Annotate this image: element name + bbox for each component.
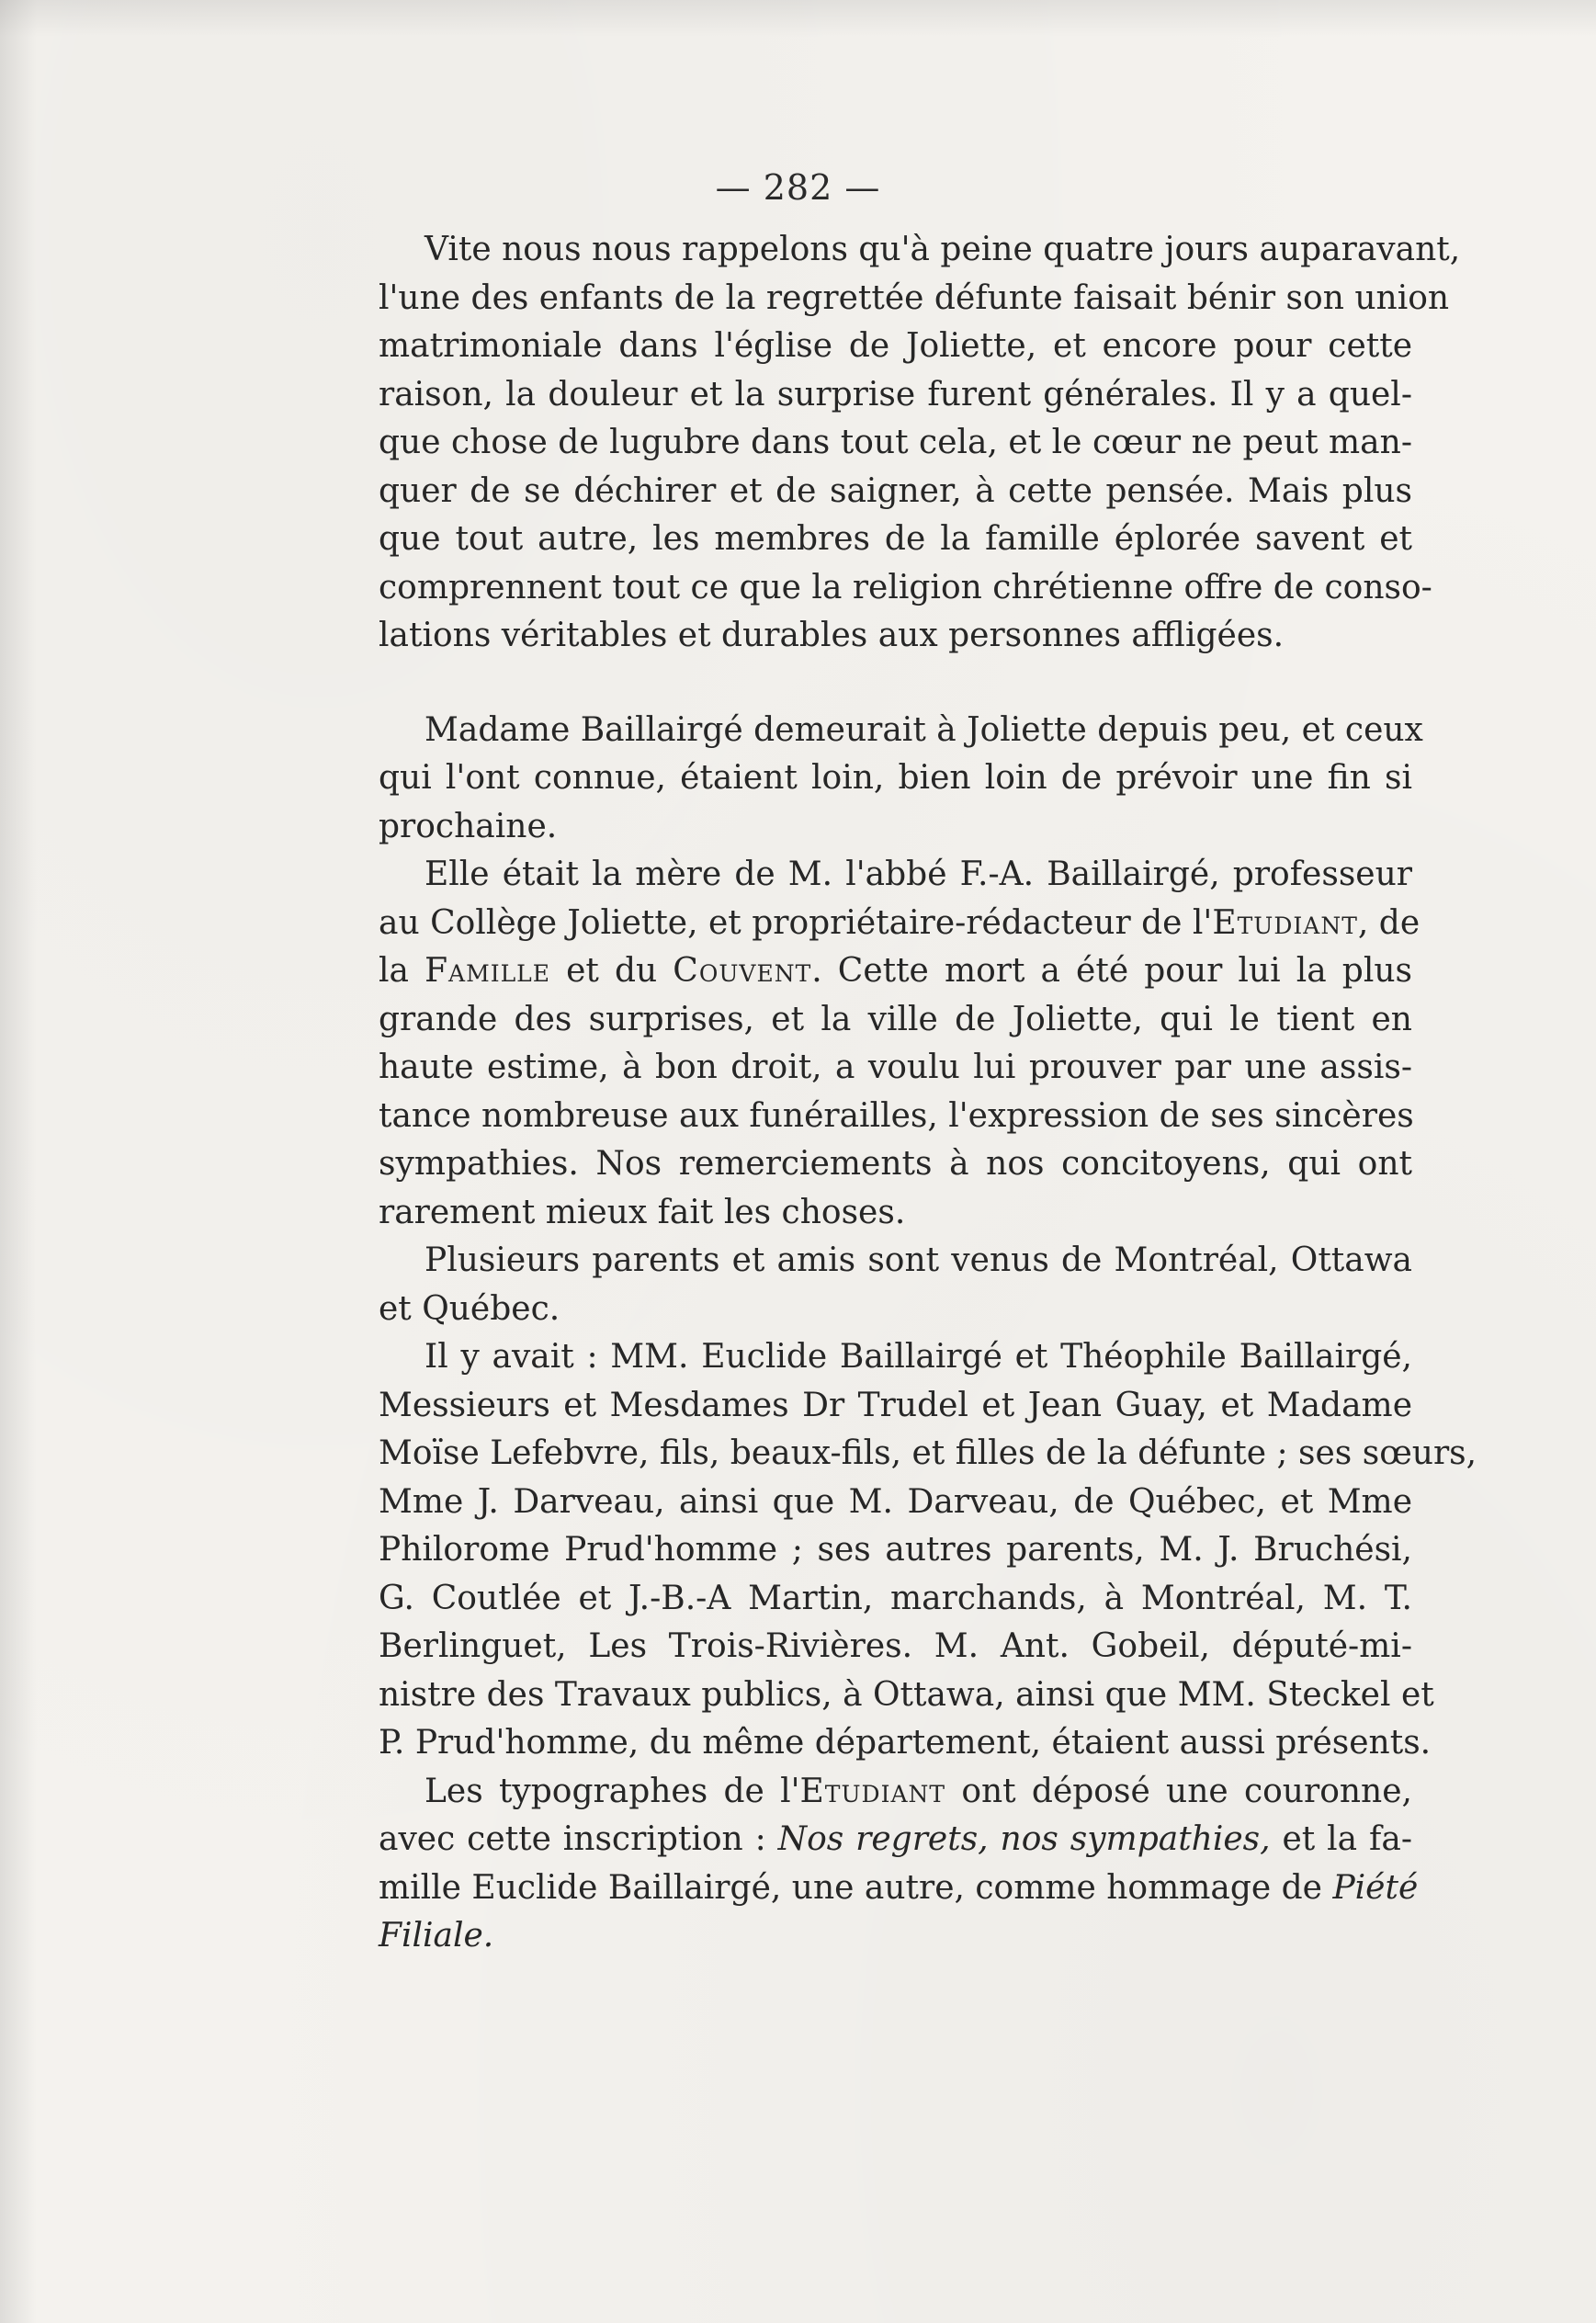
- small-caps-text: Couvent: [673, 952, 812, 990]
- text-line: [379, 1623, 1412, 1671]
- page-edge-shadow-left: [0, 0, 37, 2323]
- text-segment: et la fa-: [1270, 1820, 1412, 1858]
- text-segment: . Cette mort a été pour lui la plus: [811, 952, 1412, 990]
- text-segment: tance nombreuse aux funérailles, l'expression de ses sincères: [379, 1096, 1414, 1135]
- text-segment: rarement mieux fait les choses.: [379, 1193, 906, 1231]
- text-line: [379, 1044, 1412, 1093]
- text-segment: Les typographes de l': [424, 1772, 800, 1810]
- paragraph: [379, 851, 1421, 1237]
- text-segment: Philorome Prud'homme ; ses autres parents, M. J. Bruchési,: [379, 1531, 1412, 1569]
- text-segment: comprennent tout ce que la religion chrétienne offre de conso-: [379, 568, 1432, 606]
- text-line: [379, 1382, 1412, 1431]
- text-line: [379, 323, 1412, 371]
- text-segment: Messieurs et Mesdames Dr Trudel et Jean Guay, et Madame: [379, 1386, 1412, 1424]
- paragraph: [379, 1333, 1477, 1768]
- text-segment: qui l'ont connue, étaient loin, bien loin de prévoir une fin si: [379, 759, 1412, 797]
- paragraph: [379, 226, 1461, 661]
- text-line: [379, 1237, 1412, 1286]
- text-line: [379, 1189, 1412, 1238]
- text-line: [379, 851, 1412, 900]
- text-segment: nistre des Travaux publics, à Ottawa, ainsi que MM. Steckel et: [379, 1675, 1434, 1714]
- text-line: [379, 1430, 1477, 1479]
- text-line: [379, 1864, 1419, 1913]
- text-segment: lations véritables et durables aux personnes affligées.: [379, 617, 1285, 654]
- text-line: [379, 1140, 1412, 1189]
- text-line: [379, 516, 1412, 564]
- italic-text: Nos regrets, nos sympathies,: [777, 1820, 1271, 1858]
- text-segment: Elle était la mère de M. l'abbé F.-A. Baillairgé, professeur: [424, 856, 1412, 893]
- text-line: [379, 1912, 1412, 1961]
- text-segment: et du: [550, 952, 673, 990]
- text-segment: raison, la douleur et la surprise furent générales. Il y a quel-: [379, 375, 1412, 414]
- text-segment: matrimoniale dans l'église de Joliette, et encore pour cette: [379, 327, 1412, 365]
- text-segment: prochaine.: [379, 807, 558, 845]
- text-segment: Plusieurs parents et amis sont venus de Montréal, Ottawa: [424, 1241, 1412, 1279]
- text-line: [379, 900, 1421, 948]
- text-segment: Madame Baillairgé demeurait à Joliette depuis peu, et ceux: [424, 710, 1423, 749]
- text-line: [379, 754, 1412, 803]
- text-segment: , de: [1357, 903, 1421, 942]
- text-line: [379, 707, 1423, 755]
- text-segment: mille Euclide Baillairgé, une autre, comme hommage de: [379, 1868, 1333, 1907]
- text-segment: sympathies. Nos remerciements à nos concitoyens, qui ont: [379, 1145, 1412, 1183]
- page-number: — 282 —: [715, 167, 881, 208]
- text-line: [379, 947, 1412, 996]
- text-line: [379, 564, 1432, 613]
- text-segment: G. Coutlée et J.-B.-A Martin, marchands, à Montréal, M. T.: [379, 1579, 1412, 1617]
- text-line: [379, 1768, 1412, 1817]
- text-segment: Moïse Lefebvre, fils, beaux-fils, et filles de la défunte ; ses sœurs,: [379, 1434, 1477, 1472]
- paragraph: [379, 707, 1423, 852]
- text-line: [379, 1286, 1412, 1334]
- small-caps-text: Etudiant: [799, 1772, 946, 1810]
- text-segment: et Québec.: [379, 1289, 560, 1328]
- text-line: [379, 1719, 1432, 1768]
- text-segment: avec cette inscription :: [379, 1820, 778, 1858]
- text-line: [379, 275, 1450, 323]
- text-line: [379, 371, 1412, 420]
- text-segment: Vite nous nous rappelons qu'à peine quatre jours auparavant,: [424, 231, 1461, 268]
- italic-text: Filiale.: [379, 1917, 494, 1955]
- paragraph: [379, 1237, 1412, 1333]
- small-caps-text: Famille: [424, 952, 551, 990]
- text-segment: Mme J. Darveau, ainsi que M. Darveau, de Québec, et Mme: [379, 1482, 1412, 1521]
- page-edge-shadow-top: [0, 0, 1596, 37]
- paragraph-gap: [379, 661, 1412, 707]
- text-line: [379, 1333, 1412, 1382]
- text-segment: haute estime, à bon droit, a voulu lui prouver par une assis-: [379, 1048, 1412, 1086]
- text-line: [379, 468, 1412, 516]
- text-line: [379, 1816, 1412, 1864]
- small-caps-text: Etudiant: [1212, 903, 1358, 942]
- text-segment: Il y avait : MM. Euclide Baillairgé et Théophile Baillairgé,: [424, 1338, 1412, 1376]
- text-segment: quer de se déchirer et de saigner, à cette pensée. Mais plus: [379, 471, 1412, 510]
- text-line: [379, 1671, 1434, 1720]
- text-line: [379, 1093, 1412, 1141]
- text-segment: la: [379, 952, 425, 990]
- text-line: [379, 803, 1412, 852]
- text-line: [379, 419, 1412, 468]
- text-line: [379, 1479, 1412, 1527]
- text-segment: P. Prud'homme, du même département, étaient aussi présents.: [379, 1724, 1432, 1762]
- italic-text: Piété: [1332, 1868, 1419, 1907]
- body-text: [379, 226, 1477, 1961]
- text-segment: que chose de lugubre dans tout cela, et le cœur ne peut man-: [379, 424, 1412, 461]
- text-segment: que tout autre, les membres de la famille éplorée savent et: [379, 520, 1412, 558]
- text-segment: grande des surprises, et la ville de Joliette, qui le tient en: [379, 1000, 1412, 1038]
- text-line: [379, 996, 1412, 1045]
- text-line: [379, 612, 1412, 661]
- text-segment: au Collège Joliette, et propriétaire-rédacteur de l': [379, 903, 1213, 942]
- text-segment: ont déposé une couronne,: [945, 1772, 1412, 1810]
- paragraph: [379, 1768, 1419, 1961]
- text-line: [379, 1575, 1412, 1624]
- text-line: [379, 1526, 1412, 1575]
- text-line: [379, 226, 1461, 275]
- text-segment: l'une des enfants de la regrettée défunte faisait bénir son union: [379, 278, 1450, 317]
- text-segment: Berlinguet, Les Trois-Rivières. M. Ant. Gobeil, député-mi-: [379, 1627, 1412, 1665]
